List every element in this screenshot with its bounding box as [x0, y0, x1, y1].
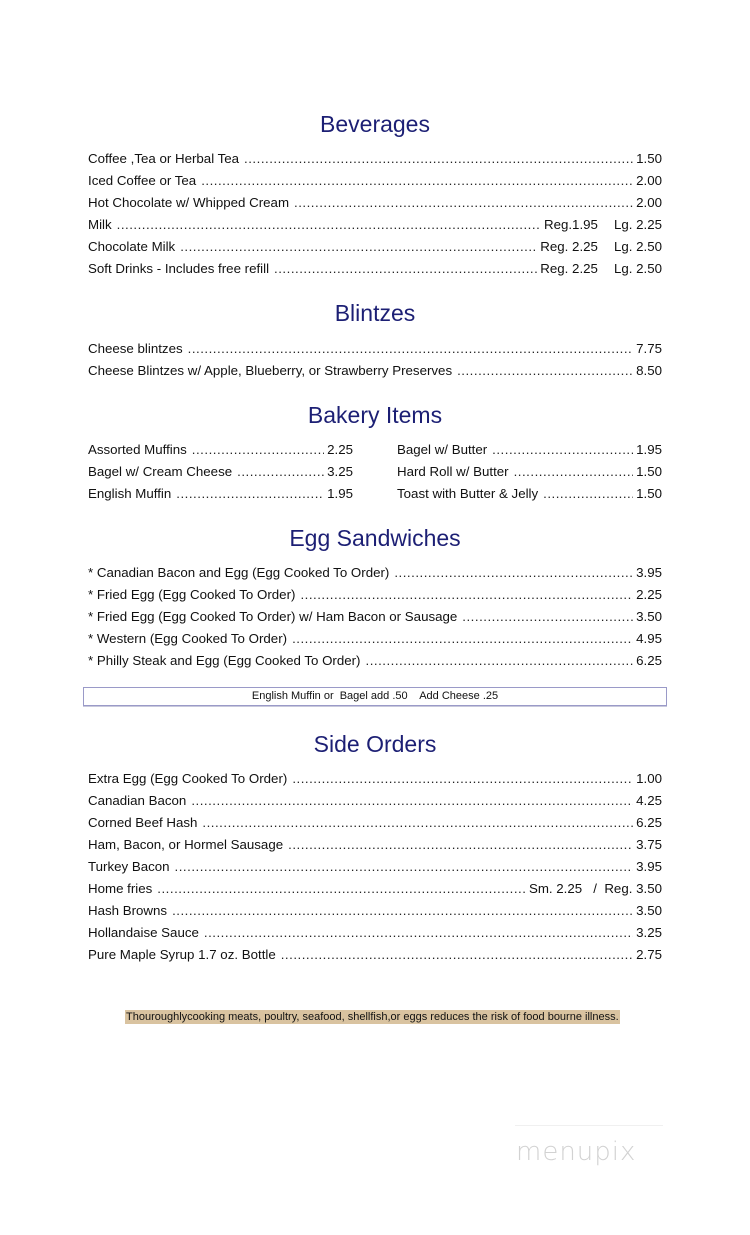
menu-item	[88, 217, 662, 235]
menu-item	[397, 486, 662, 504]
leader-dots	[543, 486, 633, 501]
leader-dots	[366, 653, 634, 668]
item-price: 2.00	[636, 173, 662, 188]
item-name: * Western (Egg Cooked To Order)	[88, 631, 288, 646]
leader-dots	[281, 947, 633, 962]
leader-dots	[192, 442, 324, 457]
item-price: 8.50	[636, 363, 662, 378]
item-name: Hot Chocolate w/ Whipped Cream	[88, 195, 290, 210]
item-name: Bagel w/ Cream Cheese	[88, 464, 233, 479]
menu-item	[88, 173, 662, 191]
section-title-blintzes: Blintzes	[334, 300, 416, 326]
item-price: 1.00	[636, 771, 662, 786]
item-name: Bagel w/ Butter	[397, 442, 488, 457]
leader-dots	[176, 486, 324, 501]
item-name: Coffee ,Tea or Herbal Tea	[88, 151, 240, 166]
item-name: English Muffin	[88, 486, 172, 501]
leader-dots	[394, 565, 633, 580]
leader-dots	[492, 442, 633, 457]
item-price: 2.00	[636, 195, 662, 210]
menu-item	[88, 195, 662, 213]
leader-dots	[294, 195, 633, 210]
item-price: 2.25	[327, 442, 353, 457]
section-title-egg-sandwiches: Egg Sandwiches	[289, 525, 461, 551]
menu-item	[88, 793, 662, 811]
leader-dots	[157, 881, 526, 896]
leader-dots	[462, 609, 633, 624]
item-price: 7.75	[636, 341, 662, 356]
item-price: 1.50	[636, 151, 662, 166]
menu-item	[88, 609, 662, 627]
item-price: 3.50	[636, 609, 662, 624]
item-price: Sm. 2.25 / Reg. 3.50	[528, 881, 662, 896]
item-name: * Fried Egg (Egg Cooked To Order)	[88, 587, 296, 602]
item-price-large: Lg. 2.25	[613, 217, 662, 232]
menu-item	[88, 565, 662, 583]
menu-item	[88, 653, 662, 671]
leader-dots	[292, 631, 633, 646]
item-price: 3.25	[327, 464, 353, 479]
item-price: 3.25	[636, 925, 662, 940]
item-price: 2.75	[636, 947, 662, 962]
leader-dots	[274, 261, 537, 276]
item-name: Hash Browns	[88, 903, 168, 918]
add-on-note	[83, 687, 667, 706]
item-price: 3.95	[636, 565, 662, 580]
leader-dots	[180, 239, 537, 254]
item-name: Pure Maple Syrup 1.7 oz. Bottle	[88, 947, 276, 962]
item-price: 3.95	[636, 859, 662, 874]
item-name: Corned Beef Hash	[88, 815, 198, 830]
item-name: Milk	[88, 217, 112, 232]
menu-item	[88, 815, 662, 833]
item-name: Extra Egg (Egg Cooked To Order)	[88, 771, 288, 786]
item-name: * Fried Egg (Egg Cooked To Order) w/ Ham Bacon or Sausage	[88, 609, 458, 624]
item-name: Soft Drinks - Includes free refill	[88, 261, 270, 276]
menu-item	[397, 442, 662, 460]
item-price-large: Lg. 2.50	[613, 261, 662, 276]
item-name: Turkey Bacon	[88, 859, 170, 874]
menu-item	[88, 239, 662, 257]
item-name: Ham, Bacon, or Hormel Sausage	[88, 837, 284, 852]
leader-dots	[292, 771, 633, 786]
section-title-bakery: Bakery Items	[307, 402, 443, 428]
item-price: 2.25	[636, 587, 662, 602]
item-name: Cheese Blintzes w/ Apple, Blueberry, or Strawberry Preserves	[88, 363, 453, 378]
item-price-large: Lg. 2.50	[613, 239, 662, 254]
menu-item	[88, 464, 353, 482]
item-name: Toast with Butter & Jelly	[397, 486, 539, 501]
add-on-note-text: English Muffin or Bagel add .50 Add Cheese .25	[251, 690, 499, 702]
leader-dots	[201, 173, 633, 188]
item-name: Canadian Bacon	[88, 793, 187, 808]
menu-item	[88, 859, 662, 877]
menupix-watermark: menupix	[516, 1137, 637, 1167]
menu-item	[88, 837, 662, 855]
menu-item	[88, 341, 662, 359]
section-title-beverages: Beverages	[320, 111, 430, 137]
menu-item	[88, 486, 353, 504]
item-name: Cheese blintzes	[88, 341, 183, 356]
leader-dots	[188, 341, 633, 356]
item-price: 1.95	[636, 442, 662, 457]
menu-item	[88, 442, 353, 460]
item-name: Hard Roll w/ Butter	[397, 464, 509, 479]
item-price: 1.50	[636, 464, 662, 479]
item-price: 6.25	[636, 653, 662, 668]
item-price: 3.50	[636, 903, 662, 918]
menu-item	[88, 631, 662, 649]
menu-item	[88, 587, 662, 605]
item-price-regular: Reg. 2.25	[540, 261, 598, 276]
item-name: Chocolate Milk	[88, 239, 176, 254]
leader-dots	[202, 815, 633, 830]
menu-item	[88, 363, 662, 381]
menu-item	[88, 903, 662, 921]
leader-dots	[117, 217, 541, 232]
item-price: 4.95	[636, 631, 662, 646]
menu-item	[88, 925, 662, 943]
leader-dots	[457, 363, 633, 378]
leader-dots	[300, 587, 633, 602]
leader-dots	[244, 151, 633, 166]
item-name: Hollandaise Sauce	[88, 925, 199, 940]
section-title-side-orders: Side Orders	[313, 731, 437, 757]
menu-item	[88, 151, 662, 169]
item-name: Iced Coffee or Tea	[88, 173, 197, 188]
item-price: 4.25	[636, 793, 662, 808]
menu-item	[88, 771, 662, 789]
item-name: * Philly Steak and Egg (Egg Cooked To Order)	[88, 653, 361, 668]
item-name: * Canadian Bacon and Egg (Egg Cooked To Order)	[88, 565, 390, 580]
menu-item	[88, 881, 662, 899]
item-name: Home fries	[88, 881, 153, 896]
leader-dots	[175, 859, 634, 874]
item-price: 1.50	[636, 486, 662, 501]
item-price-regular: Reg.1.95	[543, 217, 598, 232]
food-safety-warning: Thouroughlycooking meats, poultry, seafood, shellfish,or eggs reduces the risk of food bourne illness.	[126, 1011, 619, 1023]
item-price-regular: Reg. 2.25	[540, 239, 598, 254]
leader-dots	[191, 793, 633, 808]
menu-item	[88, 261, 662, 279]
item-name: Assorted Muffins	[88, 442, 187, 457]
item-price: 1.95	[327, 486, 353, 501]
leader-dots	[237, 464, 324, 479]
leader-dots	[204, 925, 633, 940]
menu-item	[88, 947, 662, 965]
leader-dots	[172, 903, 633, 918]
item-price: 3.75	[636, 837, 662, 852]
item-price: 6.25	[636, 815, 662, 830]
menu-item	[397, 464, 662, 482]
leader-dots	[514, 464, 634, 479]
leader-dots	[288, 837, 633, 852]
watermark-divider	[515, 1125, 663, 1126]
